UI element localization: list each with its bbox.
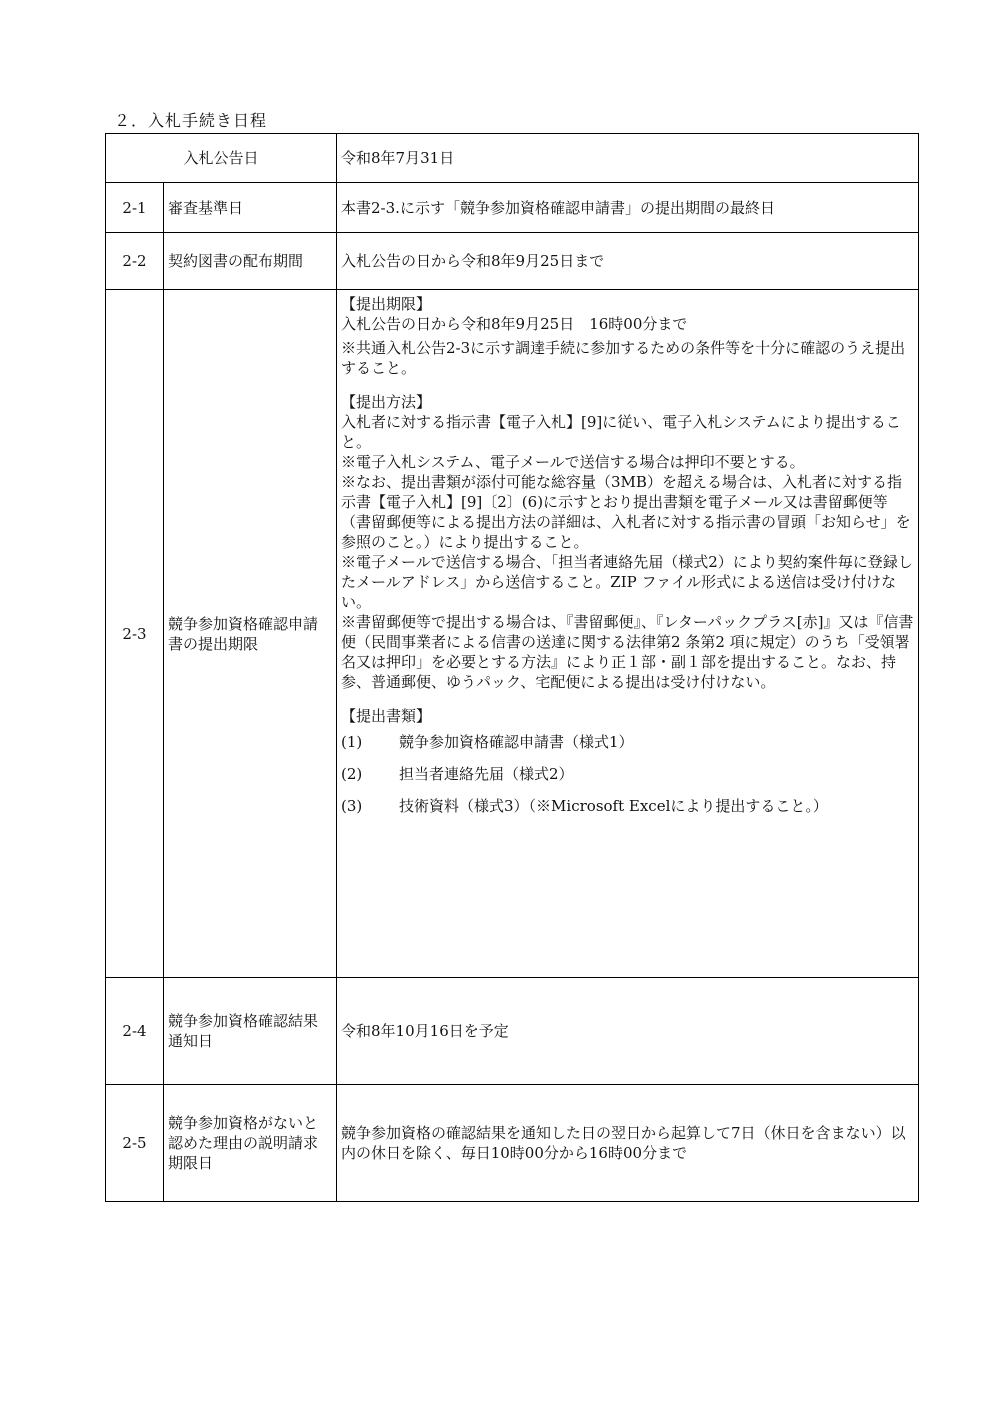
row-value: 本書2-3.に示す「競争参加資格確認申請書」の提出期間の最終日 xyxy=(337,183,919,233)
item-number: (2) xyxy=(341,765,363,783)
row-value: 入札公告の日から令和8年9月25日まで xyxy=(337,233,919,290)
method-paragraph: 入札者に対する指示書【電子入札】[9]に従い、電子入札システムにより提出すること。 xyxy=(341,413,901,451)
item-text: 技術資料（様式3）（※Microsoft Excelにより提出すること。） xyxy=(399,797,828,815)
method-paragraph: ※なお、提出書類が添付可能な総容量（3MB）を超える場合は、入札者に対する指示書【電子入札】[9]〔2〕(6)に示すとおり提出書類を電子メール又は書留郵便等（書留郵便等による提出方法の詳細は、入札者に対する指示書の冒頭「お知らせ」を参照のこと。）により提出すること。 xyxy=(341,473,911,551)
submission-details xyxy=(337,290,919,978)
method-paragraph: ※電子入札システム、電子メールで送信する場合は押印不要とする。 xyxy=(341,453,805,471)
deadline-note: ※共通入札公告2-3に示す調達手続に参加するための条件等を十分に確認のうえ提出すること。 xyxy=(341,339,906,377)
row-value: 競争参加資格の確認結果を通知した日の翌日から起算して7日（休日を含まない）以内の休日を除く、毎日10時00分から16時00分まで xyxy=(337,1085,919,1202)
list-item xyxy=(341,732,914,752)
row-label: 契約図書の配布期間 xyxy=(164,233,337,290)
documents-list xyxy=(341,732,914,816)
row-number: 2-2 xyxy=(106,233,164,290)
table-row-2-2 xyxy=(106,233,919,290)
item-text: 担当者連絡先届（様式2） xyxy=(399,765,574,783)
method-paragraph: ※電子メールで送信する場合、「担当者連絡先届（様式2）により契約案件毎に登録したメールアドレス」から送信すること。ZIP ファイル形式による送信は受け付けない。 xyxy=(341,553,913,611)
row-label: 審査基準日 xyxy=(164,183,337,233)
table-row-2-1 xyxy=(106,183,919,233)
row-number: 2-3 xyxy=(106,290,164,978)
list-item xyxy=(341,764,914,784)
deadline-text: 入札公告の日から令和8年9月25日 16時00分まで xyxy=(341,315,688,333)
item-number: (1) xyxy=(341,733,363,751)
row-value: 令和8年10月16日を予定 xyxy=(337,978,919,1085)
documents-title: 【提出書類】 xyxy=(341,707,432,725)
list-item xyxy=(341,796,914,816)
section-heading: ２．入札手続き日程 xyxy=(114,111,268,130)
documents-section xyxy=(341,706,914,816)
row-number: 2-4 xyxy=(106,978,164,1085)
row-number: 2-5 xyxy=(106,1085,164,1202)
method-paragraph: ※書留郵便等で提出する場合は、『書留郵便』、『レターパックプラス[赤]』又は『信書便（民間事業者による信書の送達に関する法律第2 条第2 項に規定）のうち「受領署名又は押印」を必要とする方法』により正１部・副１部を提出すること。なお、持参、普通郵便、ゆうパック、宅配便による提出は受け付けない。 xyxy=(341,613,914,691)
method-section xyxy=(341,392,914,692)
table-row-2-4 xyxy=(106,978,919,1085)
announcement-label: 入札公告日 xyxy=(106,134,337,183)
bid-schedule-table xyxy=(105,133,919,1202)
table-row-2-3 xyxy=(106,290,919,978)
row-label: 競争参加資格がないと認めた理由の説明請求期限日 xyxy=(164,1085,337,1202)
deadline-title: 【提出期限】 xyxy=(341,295,432,313)
item-number: (3) xyxy=(341,797,363,815)
item-text: 競争参加資格確認申請書（様式1） xyxy=(399,733,634,751)
table-row-announcement xyxy=(106,134,919,183)
row-label: 競争参加資格確認申請書の提出期限 xyxy=(164,290,337,978)
deadline-section xyxy=(341,294,914,378)
table-row-2-5 xyxy=(106,1085,919,1202)
method-title: 【提出方法】 xyxy=(341,393,432,411)
row-label: 競争参加資格確認結果通知日 xyxy=(164,978,337,1085)
announcement-value: 令和8年7月31日 xyxy=(337,134,919,183)
row-number: 2-1 xyxy=(106,183,164,233)
